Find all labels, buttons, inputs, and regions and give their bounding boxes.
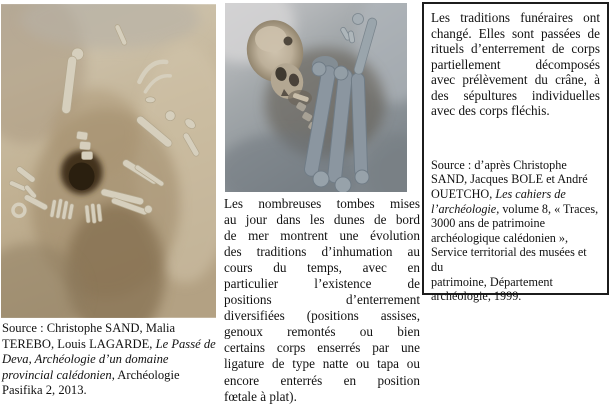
source-line: SAND, Jacques BOLE et André bbox=[431, 172, 588, 187]
source-line: 3000 ans de patrimoine bbox=[431, 216, 546, 231]
burial-pit-shadow bbox=[69, 162, 95, 190]
paragraph-line: positions d’enterrement bbox=[224, 292, 420, 308]
middle-burial-photo-art bbox=[225, 3, 407, 192]
box-line: des sépultures individuelles bbox=[431, 87, 600, 103]
caption-line: Pasifika 2, 2013. bbox=[2, 383, 87, 398]
source-line: Source : d’après Christophe bbox=[431, 157, 567, 172]
box-line: changé. Elles sont passées de bbox=[431, 25, 600, 41]
box-line: avec des corps fléchis. bbox=[431, 103, 550, 119]
box-line: avec prélèvement du crâne, à bbox=[431, 72, 600, 88]
box-line: Les traditions funéraires ont bbox=[431, 10, 600, 25]
paragraph-line: cours du temps, avec en bbox=[224, 260, 420, 276]
paragraph-line: encore enterrés en position bbox=[224, 372, 420, 388]
source-line: archéologique calédonien », bbox=[431, 230, 569, 245]
paragraph-line: particulier l’existence de bbox=[224, 276, 420, 292]
left-photo-caption bbox=[2, 321, 218, 399]
middle-paragraph bbox=[224, 196, 420, 405]
skull-hole bbox=[284, 37, 293, 46]
source-line: Service territorial des musées et du bbox=[431, 245, 587, 274]
caption-line: Source : Christophe SAND, Malia bbox=[2, 321, 176, 335]
source-line: archéologie, 1999. bbox=[431, 289, 522, 304]
left-excavation-photo bbox=[1, 4, 216, 318]
paragraph-line: genoux remontés ou bien bbox=[224, 324, 420, 340]
box-line: partiellement décomposés bbox=[431, 56, 600, 72]
box-paragraph bbox=[431, 10, 600, 119]
source-line: OUETCHO, Les cahiers de bbox=[431, 187, 566, 202]
foot-bones-2 bbox=[85, 203, 103, 224]
paragraph-line: au jour dans les dunes de bord bbox=[224, 212, 420, 228]
source-line: patrimoine, Département bbox=[431, 274, 553, 289]
paragraph-line: Les nombreuses tombes mises bbox=[224, 196, 420, 211]
right-source-text bbox=[431, 158, 600, 304]
paragraph-line: certains corps enserrés par une bbox=[224, 340, 420, 356]
caption-line: TEREBO, Louis LAGARDE, Le Passé de bbox=[2, 336, 216, 351]
paragraph-line: diversifiées (positions assises, bbox=[224, 308, 420, 324]
paragraph-line: fœtale à plat). bbox=[224, 388, 297, 404]
caption-line: provincial calédonien, Archéologie bbox=[2, 367, 180, 382]
paragraph-line: des traditions d’inhumation au bbox=[224, 244, 420, 260]
middle-burial-photo bbox=[225, 3, 407, 192]
source-line: l’archéologie, volume 8, « Traces, bbox=[431, 201, 599, 216]
paragraph-line: ligature de type natte ou tapa ou bbox=[224, 356, 420, 372]
caption-line: Deva, Archéologie d’un domaine bbox=[2, 352, 169, 367]
paragraph-line: de mer montrent une évolution bbox=[224, 228, 420, 244]
box-line: rituels d’enterrement de corps bbox=[431, 41, 600, 57]
right-text-box bbox=[422, 2, 609, 304]
left-excavation-photo-art bbox=[1, 4, 216, 318]
